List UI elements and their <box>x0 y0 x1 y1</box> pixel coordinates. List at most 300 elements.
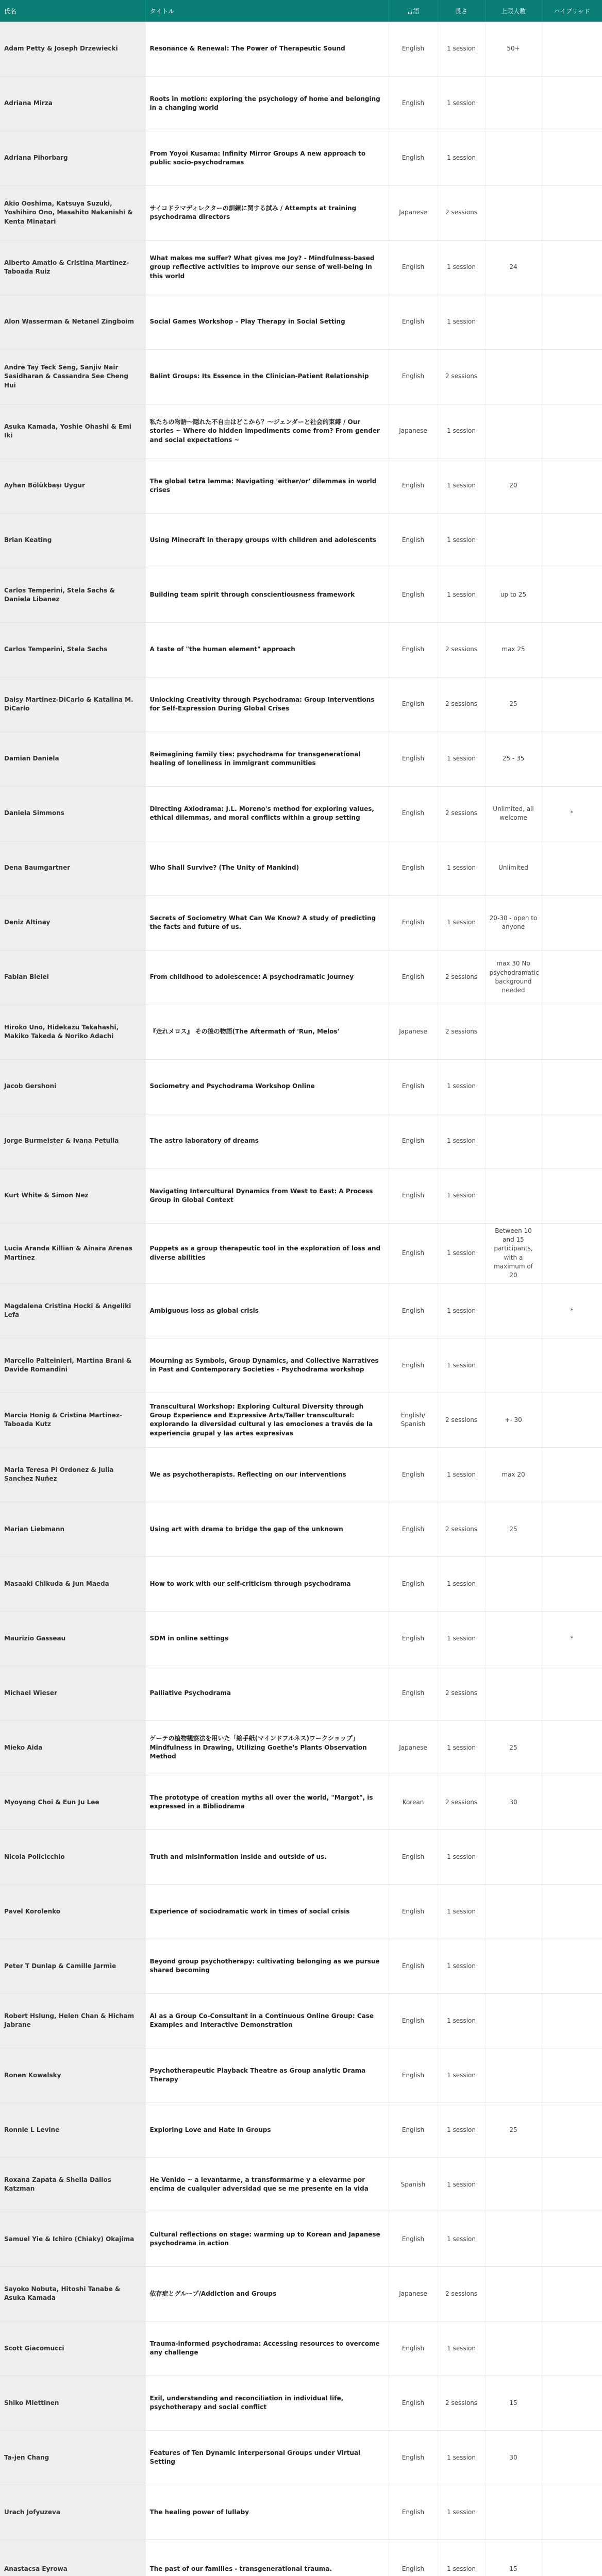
table-row <box>0 1114 602 1168</box>
session-title: Palliative Psychodrama <box>145 1666 389 1720</box>
max-participants-cell: max 20 <box>485 1447 542 1502</box>
hybrid-cell <box>542 1939 602 1993</box>
header-row <box>0 0 602 22</box>
max-participants-cell: 25 <box>485 1720 542 1775</box>
length-cell: 1 session <box>438 295 485 349</box>
language-cell: English <box>389 2430 438 2485</box>
hybrid-cell <box>542 76 602 131</box>
max-participants-cell <box>485 76 542 131</box>
length-cell: 1 session <box>438 895 485 950</box>
hybrid-cell <box>542 2103 602 2157</box>
table-row <box>0 2048 602 2103</box>
length-cell: 2 sessions <box>438 622 485 677</box>
language-cell: Japanese <box>389 185 438 240</box>
language-cell: English <box>389 513 438 568</box>
table-row <box>0 76 602 131</box>
language-cell: English <box>389 1829 438 1884</box>
length-cell: 1 session <box>438 2539 485 2576</box>
table-row <box>0 1666 602 1720</box>
presenter-name: Fabian Bleiel <box>0 950 145 1005</box>
table-row <box>0 1005 602 1059</box>
presenter-name: Asuka Kamada, Yoshie Ohashi & Emi Iki <box>0 404 145 459</box>
presenter-name: Magdalena Cristina Hocki & Angeliki Lefa <box>0 1283 145 1338</box>
language-cell: English <box>389 2048 438 2103</box>
presenter-name: Anastacsa Eyrowa <box>0 2539 145 2576</box>
session-title: From Yoyoi Kusama: Infinity Mirror Groups A new approach to public socio-psychodramas <box>145 131 389 185</box>
session-title: サイコドラマディレクターの訓練に関する試み / Attempts at training psychodrama directors <box>145 185 389 240</box>
table-row <box>0 2157 602 2212</box>
session-title: Truth and misinformation inside and outside of us. <box>145 1829 389 1884</box>
max-participants-cell <box>485 1884 542 1939</box>
table-row <box>0 1223 602 1283</box>
length-cell: 1 session <box>438 513 485 568</box>
language-cell: English <box>389 1666 438 1720</box>
presenter-name: Jacob Gershoni <box>0 1059 145 1114</box>
language-cell: English <box>389 2103 438 2157</box>
length-cell: 2 sessions <box>438 786 485 841</box>
session-title: Using Minecraft in therapy groups with children and adolescents <box>145 513 389 568</box>
presenter-name: Marcello Palteinieri, Martina Brani & Davide Romandini <box>0 1338 145 1393</box>
session-title: Building team spirit through conscientiousness framework <box>145 568 389 622</box>
max-participants-cell <box>485 1666 542 1720</box>
hybrid-cell <box>542 2539 602 2576</box>
max-participants-cell: 24 <box>485 240 542 295</box>
max-participants-cell <box>485 2048 542 2103</box>
length-cell: 1 session <box>438 2321 485 2376</box>
hybrid-cell <box>542 1993 602 2048</box>
length-cell: 1 session <box>438 1993 485 2048</box>
max-participants-cell: max 30 No psychodramatic background needed <box>485 950 542 1005</box>
language-cell: English <box>389 622 438 677</box>
presenter-name: Lucia Aranda Killian & Ainara Arenas Martinez <box>0 1223 145 1283</box>
session-title: From childhood to adolescence: A psychodramatic journey <box>145 950 389 1005</box>
max-participants-cell <box>485 1114 542 1168</box>
table-row <box>0 2539 602 2576</box>
length-cell: 1 session <box>438 1114 485 1168</box>
session-title: Experience of sociodramatic work in times of social crisis <box>145 1884 389 1939</box>
max-participants-cell: 50+ <box>485 22 542 76</box>
hybrid-cell <box>542 131 602 185</box>
max-participants-cell: 30 <box>485 1775 542 1829</box>
hybrid-cell <box>542 22 602 76</box>
max-participants-cell <box>485 1556 542 1611</box>
presenter-name: Adriana Mirza <box>0 76 145 131</box>
length-cell: 1 session <box>438 76 485 131</box>
length-cell: 1 session <box>438 22 485 76</box>
table-row <box>0 1775 602 1829</box>
max-participants-cell <box>485 1939 542 1993</box>
max-participants-cell: +- 30 <box>485 1393 542 1447</box>
presenter-name: Akio Ooshima, Katsuya Suzuki, Yoshihiro Ono, Masahito Nakanishi & Kenta Minatari <box>0 185 145 240</box>
hybrid-cell <box>542 513 602 568</box>
table-row <box>0 2376 602 2430</box>
session-title: Directing Axiodrama: J.L. Moreno's method for exploring values, ethical dilemmas, and moral conflicts within a group setting <box>145 786 389 841</box>
language-cell: English <box>389 1502 438 1556</box>
hybrid-cell <box>542 1556 602 1611</box>
length-cell: 1 session <box>438 568 485 622</box>
table-row <box>0 1168 602 1223</box>
max-participants-cell <box>485 1829 542 1884</box>
session-title: Who Shall Survive? (The Unity of Mankind) <box>145 841 389 895</box>
language-cell: English <box>389 349 438 404</box>
table-row <box>0 185 602 240</box>
language-cell: English <box>389 1884 438 1939</box>
language-cell: English <box>389 1059 438 1114</box>
hybrid-cell <box>542 2157 602 2212</box>
header-title: タイトル <box>145 0 389 22</box>
hybrid-cell: * <box>542 786 602 841</box>
table-row <box>0 2485 602 2539</box>
presenter-name: Sayoko Nobuta, Hitoshi Tanabe & Asuka Kamada <box>0 2266 145 2321</box>
hybrid-cell <box>542 1338 602 1393</box>
presenter-name: Peter T Dunlap & Camille Jarmie <box>0 1939 145 1993</box>
session-title: Reimagining family ties: psychodrama for transgenerational healing of loneliness in immigrant communities <box>145 732 389 786</box>
presenter-name: Shiko Miettinen <box>0 2376 145 2430</box>
length-cell: 1 session <box>438 2485 485 2539</box>
session-title: Social Games Workshop – Play Therapy in Social Setting <box>145 295 389 349</box>
language-cell: English <box>389 786 438 841</box>
language-cell: English <box>389 1611 438 1666</box>
table-row <box>0 786 602 841</box>
table-row <box>0 1283 602 1338</box>
table-row <box>0 2430 602 2485</box>
max-participants-cell: 15 <box>485 2539 542 2576</box>
length-cell: 1 session <box>438 732 485 786</box>
length-cell: 1 session <box>438 1611 485 1666</box>
header-length: 長さ <box>438 0 485 22</box>
session-title: 『走れメロス』 その後の物語(The Aftermath of 'Run, Melos' <box>145 1005 389 1059</box>
max-participants-cell <box>485 1993 542 2048</box>
presenter-name: Robert Hslung, Helen Chan & Hicham Jabrane <box>0 1993 145 2048</box>
table-row <box>0 1939 602 1993</box>
length-cell: 2 sessions <box>438 1005 485 1059</box>
language-cell: English <box>389 1338 438 1393</box>
session-title: Exploring Love and Hate in Groups <box>145 2103 389 2157</box>
presenter-name: Brian Keating <box>0 513 145 568</box>
presenter-name: Dena Baumgartner <box>0 841 145 895</box>
table-row <box>0 513 602 568</box>
table-row <box>0 732 602 786</box>
max-participants-cell <box>485 131 542 185</box>
hybrid-cell <box>542 895 602 950</box>
table-row <box>0 1447 602 1502</box>
table-body <box>0 22 602 2576</box>
max-participants-cell: 20-30 - open to anyone <box>485 895 542 950</box>
max-participants-cell <box>485 1611 542 1666</box>
presenter-name: Samuel Yie & Ichiro (Chiaky) Okajima <box>0 2212 145 2266</box>
language-cell: English <box>389 1114 438 1168</box>
max-participants-cell <box>485 295 542 349</box>
session-title: Secrets of Sociometry What Can We Know? A study of predicting the facts and future of us. <box>145 895 389 950</box>
language-cell: English <box>389 76 438 131</box>
session-title: We as psychotherapists. Reflecting on our interventions <box>145 1447 389 1502</box>
session-title: The astro laboratory of dreams <box>145 1114 389 1168</box>
max-participants-cell <box>485 2485 542 2539</box>
presenter-name: Adriana Pihorbarg <box>0 131 145 185</box>
presenter-name: Daniela Simmons <box>0 786 145 841</box>
header-name: 氏名 <box>0 0 145 22</box>
session-title: Unlocking Creativity through Psychodrama: Group Interventions for Self-Expression During Global Crises <box>145 677 389 732</box>
presenter-name: Marian Liebmann <box>0 1502 145 1556</box>
hybrid-cell <box>542 1059 602 1114</box>
max-participants-cell <box>485 2157 542 2212</box>
length-cell: 2 sessions <box>438 349 485 404</box>
language-cell: English <box>389 240 438 295</box>
session-title: The prototype of creation myths all over the world, "Margot", is expressed in a Bibliodrama <box>145 1775 389 1829</box>
length-cell: 1 session <box>438 240 485 295</box>
presenter-name: Jorge Burmeister & Ivana Petulla <box>0 1114 145 1168</box>
presenter-name: Adam Petty & Joseph Drzewiecki <box>0 22 145 76</box>
presenter-name: Andre Tay Teck Seng, Sanjiv Nair Sasidharan & Cassandra See Cheng Hui <box>0 349 145 404</box>
max-participants-cell: max 25 <box>485 622 542 677</box>
session-title: Using art with drama to bridge the gap of the unknown <box>145 1502 389 1556</box>
table-row <box>0 22 602 76</box>
hybrid-cell <box>542 1447 602 1502</box>
table-row <box>0 1611 602 1666</box>
max-participants-cell: 20 <box>485 459 542 513</box>
hybrid-cell <box>542 2430 602 2485</box>
hybrid-cell <box>542 568 602 622</box>
language-cell: English <box>389 2212 438 2266</box>
hybrid-cell <box>542 2212 602 2266</box>
length-cell: 1 session <box>438 1829 485 1884</box>
presenter-name: Daisy Martinez-DiCarlo & Katalina M. DiCarlo <box>0 677 145 732</box>
length-cell: 1 session <box>438 1223 485 1283</box>
max-participants-cell: 15 <box>485 2376 542 2430</box>
length-cell: 1 session <box>438 1283 485 1338</box>
language-cell: English <box>389 568 438 622</box>
presenter-name: Roxana Zapata & Sheila Dallos Katzman <box>0 2157 145 2212</box>
language-cell: English <box>389 1939 438 1993</box>
max-participants-cell <box>485 2266 542 2321</box>
hybrid-cell <box>542 2048 602 2103</box>
length-cell: 2 sessions <box>438 1393 485 1447</box>
language-cell: English <box>389 2376 438 2430</box>
hybrid-cell <box>542 404 602 459</box>
length-cell: 1 session <box>438 2157 485 2212</box>
session-title: Balint Groups: Its Essence in the Clinician-Patient Relationship <box>145 349 389 404</box>
language-cell: English <box>389 732 438 786</box>
max-participants-cell <box>485 1338 542 1393</box>
session-title: Cultural reflections on stage: warming up to Korean and Japanese psychodrama in action <box>145 2212 389 2266</box>
length-cell: 1 session <box>438 1720 485 1775</box>
length-cell: 1 session <box>438 1338 485 1393</box>
language-cell: English <box>389 22 438 76</box>
hybrid-cell <box>542 1114 602 1168</box>
table-row <box>0 1556 602 1611</box>
length-cell: 1 session <box>438 459 485 513</box>
hybrid-cell <box>542 841 602 895</box>
max-participants-cell <box>485 349 542 404</box>
hybrid-cell <box>542 1168 602 1223</box>
language-cell: English <box>389 895 438 950</box>
presenter-name: Kurt White & Simon Nez <box>0 1168 145 1223</box>
session-title: 依存症とグループ/Addiction and Groups <box>145 2266 389 2321</box>
session-title: The global tetra lemma: Navigating 'either/or' dilemmas in world crises <box>145 459 389 513</box>
session-title: Psychotherapeutic Playback Theatre as Group analytic Drama Therapy <box>145 2048 389 2103</box>
hybrid-cell <box>542 2485 602 2539</box>
language-cell: English <box>389 1223 438 1283</box>
language-cell: English <box>389 2539 438 2576</box>
session-title: Mourning as Symbols, Group Dynamics, and Collective Narratives in Past and Contemporary Societies - Psychodrama workshop <box>145 1338 389 1393</box>
table-row <box>0 1393 602 1447</box>
hybrid-cell <box>542 2321 602 2376</box>
session-title: A taste of "the human element" approach <box>145 622 389 677</box>
length-cell: 2 sessions <box>438 1775 485 1829</box>
length-cell: 1 session <box>438 1556 485 1611</box>
language-cell: Japanese <box>389 2266 438 2321</box>
presenter-name: Myoyong Choi & Eun Ju Lee <box>0 1775 145 1829</box>
presenter-name: Carlos Temperini, Stela Sachs & Daniela Libanez <box>0 568 145 622</box>
max-participants-cell <box>485 1005 542 1059</box>
presenter-name: Hiroko Uno, Hidekazu Takahashi, Makiko Takeda & Noriko Adachi <box>0 1005 145 1059</box>
presenter-name: Ronen Kowalsky <box>0 2048 145 2103</box>
hybrid-cell <box>542 1884 602 1939</box>
hybrid-cell <box>542 349 602 404</box>
table-row <box>0 2266 602 2321</box>
hybrid-cell <box>542 950 602 1005</box>
language-cell: English <box>389 841 438 895</box>
max-participants-cell: 25 <box>485 2103 542 2157</box>
presenter-name: Maurizio Gasseau <box>0 1611 145 1666</box>
hybrid-cell <box>542 1775 602 1829</box>
length-cell: 2 sessions <box>438 2266 485 2321</box>
presenter-name: Scott Giacomucci <box>0 2321 145 2376</box>
table-row <box>0 677 602 732</box>
language-cell: English <box>389 459 438 513</box>
hybrid-cell <box>542 1720 602 1775</box>
table-row <box>0 1059 602 1114</box>
length-cell: 1 session <box>438 1939 485 1993</box>
hybrid-cell <box>542 1666 602 1720</box>
table-row <box>0 895 602 950</box>
max-participants-cell <box>485 513 542 568</box>
max-participants-cell: 30 <box>485 2430 542 2485</box>
presenter-name: Maria Teresa Pi Ordonez & Julia Sanchez Nuñez <box>0 1447 145 1502</box>
length-cell: 1 session <box>438 1884 485 1939</box>
length-cell: 1 session <box>438 2430 485 2485</box>
length-cell: 1 session <box>438 1168 485 1223</box>
hybrid-cell <box>542 1005 602 1059</box>
presenter-name: Alon Wasserman & Netanel Zingboim <box>0 295 145 349</box>
hybrid-cell <box>542 185 602 240</box>
max-participants-cell: Between 10 and 15 participants, with a maximum of 20 <box>485 1223 542 1283</box>
max-participants-cell: Unlimited, all welcome <box>485 786 542 841</box>
hybrid-cell <box>542 2266 602 2321</box>
presenter-name: Ta-jen Chang <box>0 2430 145 2485</box>
hybrid-cell <box>542 459 602 513</box>
max-participants-cell <box>485 1168 542 1223</box>
hybrid-cell <box>542 622 602 677</box>
presenter-name: Michael Wieser <box>0 1666 145 1720</box>
length-cell: 1 session <box>438 2103 485 2157</box>
session-title: SDM in online settings <box>145 1611 389 1666</box>
session-title: Exil, understanding and reconciliation in individual life, psychotherapy and social conflict <box>145 2376 389 2430</box>
language-cell: English <box>389 677 438 732</box>
presenter-name: Masaaki Chikuda & Jun Maeda <box>0 1556 145 1611</box>
length-cell: 2 sessions <box>438 677 485 732</box>
language-cell: English <box>389 2321 438 2376</box>
max-participants-cell: 25 <box>485 677 542 732</box>
hybrid-cell: * <box>542 1611 602 1666</box>
presenter-name: Carlos Temperini, Stela Sachs <box>0 622 145 677</box>
hybrid-cell <box>542 295 602 349</box>
max-participants-cell <box>485 2212 542 2266</box>
header-language: 言語 <box>389 0 438 22</box>
session-title: He Venido ~ a levantarme, a transformarme y a elevarme por encima de cualquier adversidad que se me presente en la vida <box>145 2157 389 2212</box>
table-header <box>0 0 602 22</box>
language-cell: English <box>389 1993 438 2048</box>
length-cell: 1 session <box>438 2212 485 2266</box>
presenter-name: Pavel Korolenko <box>0 1884 145 1939</box>
presenter-name: Urach Jofyuzeva <box>0 2485 145 2539</box>
length-cell: 2 sessions <box>438 1502 485 1556</box>
length-cell: 1 session <box>438 1447 485 1502</box>
max-participants-cell <box>485 1283 542 1338</box>
table-row <box>0 2103 602 2157</box>
table-row <box>0 1884 602 1939</box>
session-title: Puppets as a group therapeutic tool in the exploration of loss and diverse abilities <box>145 1223 389 1283</box>
table-row <box>0 622 602 677</box>
length-cell: 1 session <box>438 404 485 459</box>
session-title: 私たちの物語〜隠れた不自由はどこから？〜ジェンダーと社会的束縛 / Our stories ~ Where do hidden impediments come from? From gender and social expectations ~ <box>145 404 389 459</box>
language-cell: Japanese <box>389 1720 438 1775</box>
presenter-name: Alberto Amatio & Cristina Martinez-Taboada Ruiz <box>0 240 145 295</box>
table-row <box>0 240 602 295</box>
max-participants-cell: up to 25 <box>485 568 542 622</box>
length-cell: 1 session <box>438 2048 485 2103</box>
language-cell: English <box>389 295 438 349</box>
session-title: Features of Ten Dynamic Interpersonal Groups under Virtual Setting <box>145 2430 389 2485</box>
table-row <box>0 841 602 895</box>
header-hybrid: ハイブリッド <box>542 0 602 22</box>
max-participants-cell: Unlimited <box>485 841 542 895</box>
hybrid-cell <box>542 2376 602 2430</box>
session-title: AI as a Group Co-Consultant in a Continuous Online Group: Case Examples and Interactive Demonstration <box>145 1993 389 2048</box>
session-title: Transcultural Workshop: Exploring Cultural Diversity through Group Experience and Expressive Arts/Taller transcultural: explorando la diversidad cultural y las emociones a través de la experiencia grupal y las artes expresivas <box>145 1393 389 1447</box>
table-row <box>0 404 602 459</box>
length-cell: 2 sessions <box>438 950 485 1005</box>
presenter-name: Nicola Policicchio <box>0 1829 145 1884</box>
table-row <box>0 349 602 404</box>
table-row <box>0 2321 602 2376</box>
session-title: Sociometry and Psychodrama Workshop Online <box>145 1059 389 1114</box>
session-title: The healing power of lullaby <box>145 2485 389 2539</box>
hybrid-cell <box>542 1829 602 1884</box>
presenter-name: Damian Daniela <box>0 732 145 786</box>
language-cell: English <box>389 1556 438 1611</box>
length-cell: 1 session <box>438 841 485 895</box>
language-cell: English <box>389 950 438 1005</box>
hybrid-cell <box>542 1502 602 1556</box>
language-cell: English <box>389 131 438 185</box>
max-participants-cell <box>485 2321 542 2376</box>
presenter-name: Mieko Aida <box>0 1720 145 1775</box>
max-participants-cell <box>485 1059 542 1114</box>
presenter-name: Deniz Altinay <box>0 895 145 950</box>
table-row <box>0 131 602 185</box>
length-cell: 1 session <box>438 1059 485 1114</box>
table-row <box>0 1829 602 1884</box>
session-title: Resonance & Renewal: The Power of Therapeutic Sound <box>145 22 389 76</box>
hybrid-cell <box>542 677 602 732</box>
table-row <box>0 1993 602 2048</box>
language-cell: English/ Spanish <box>389 1393 438 1447</box>
table-row <box>0 1720 602 1775</box>
presenter-name: Ayhan Bölükbaşı Uygur <box>0 459 145 513</box>
session-title: ゲーテの植物観察法を用いた「絵手紙(マインドフルネス)ワークショップ」Mindfulness in Drawing, Utilizing Goethe's Plants Observation Method <box>145 1720 389 1775</box>
hybrid-cell <box>542 240 602 295</box>
